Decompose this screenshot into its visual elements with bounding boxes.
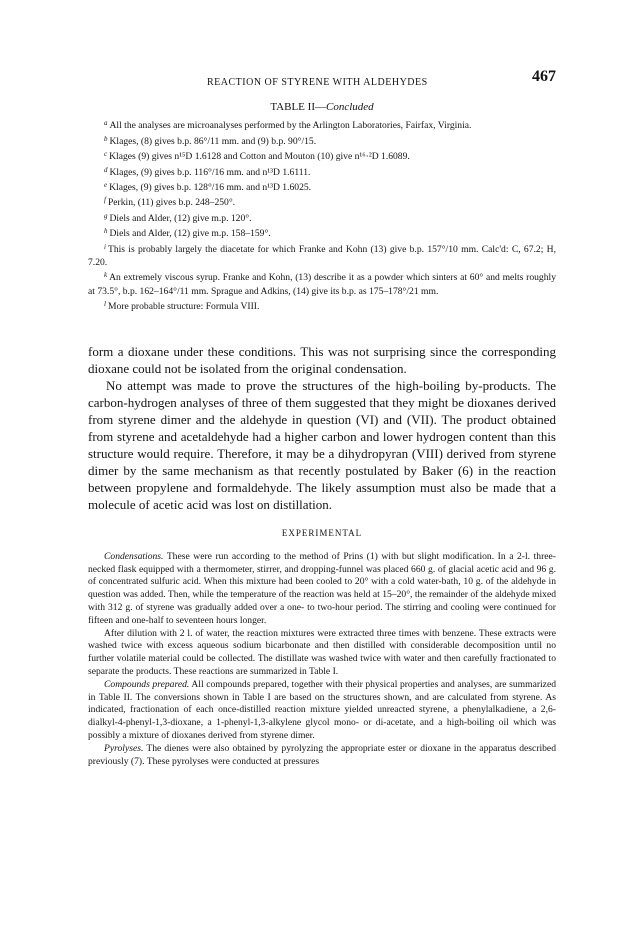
section-heading: EXPERIMENTAL [281,528,363,538]
footnote-mark: l [104,300,106,309]
footnote [88,117,556,132]
footnote [88,298,556,313]
footnote-text: More probable structure: Formula VIII. [107,301,260,313]
running-title: REACTION OF STYRENE WITH ALDEHYDES [207,77,428,88]
run-in-heading: Pyrolyses. [104,742,144,754]
footnote-text: Perkin, (11) gives b.p. 248–250°. [107,197,236,209]
footnote-text: Klages (9) gives n¹⁵D 1.6128 and Cotton and Mouton (10) give n¹⁶·²D 1.6089. [109,151,410,163]
footnote-text: This is probably largely the diacetate for which Franke and Kohn (13) give b.p. 157°/10 mm. Calc'd: C, 67.2; H, 7.20. [88,243,556,269]
table-title-label: TABLE II— [270,101,326,113]
footnote-mark: f [104,196,106,205]
footnote [88,194,556,209]
experimental-paragraph [88,743,556,769]
body-text [88,343,556,513]
run-in-heading: Condensations. [104,550,164,562]
footnote-mark: k [104,271,108,280]
footnote-text: All the analyses are microanalyses performed by the Arlington Laboratories, Fairfax, Virginia. [109,120,472,132]
run-in-heading: Compounds prepared. [104,678,190,690]
footnote [88,164,556,179]
footnote-text: Diels and Alder, (12) give m.p. 120°. [109,212,252,224]
footnote-text: Klages, (8) gives b.p. 86°/11 mm. and (9) b.p. 90°/15. [109,135,317,147]
body-paragraph: No attempt was made to prove the structures of the high-boiling by-products. The carbon-hydrogen analyses of three of them suggested that they might be dioxanes derived from styrene dimer and the aldehyde in question (VI) and (VII). The product obtained from styrene and acetaldehyde had a higher carbon and lower hydrogen content than this structure would require. Therefore, it may be a dihydropyran (VIII) derived from styrene dimer by the same mechanism as that recently postulated by Baker (6) in the reaction between propylene and formaldehyde. The likely assumption must also be made that a molecule of acetic acid was lost on distillation. [88,378,556,512]
footnote [88,133,556,148]
footnote [88,179,556,194]
table-title [88,101,556,114]
footnote [88,210,556,225]
footnote-mark: d [104,165,108,174]
footnote-text: Diels and Alder, (12) give m.p. 158–159°. [109,228,271,240]
experimental-paragraph [88,679,556,743]
footnote [88,241,556,270]
footnote-mark: b [104,134,108,143]
paragraph-text: These were run according to the method of Prins (1) with but slight modification. In a 2-l. three-necked flask equipped with a thermometer, stirrer, and dropping-funnel was placed 660 g. of glacial acetic acid and 96 g. of concentrated sulfuric acid. When this mixture had been cooled to 20° with a cold water-bath, 10 g. of the aldehyde in question was added. Then, while the temperature of the reaction was held at 15–20°, the remainder of the aldehyde mixed with 312 g. of styrene was gradually added over a one- to two-hour period. The stirring and cooling were continued for fifteen and one-half to seventeen hours longer. [88,550,556,626]
page-number: 467 [532,68,556,85]
footnote-mark: a [104,119,108,128]
footnote [88,148,556,163]
experimental-paragraph [88,551,556,628]
body-paragraph: form a dioxane under these conditions. This was not surprising since the corresponding dioxane could not be isolated from the original condensation. [88,344,556,376]
paragraph-text: All compounds prepared, together with their physical properties and analyses, are summarized in Table II. The conversions shown in Table I are based on the structures shown, and are calculated from styrene. As indicated, fractionation of each once-distilled reaction mixture yielded unreacted styrene, a phenylalkadiene, a 2,6-dialkyl-4-phenyl-1,3-dioxane, a 1-phenyl-1,3-alkylene glycol mono- or di-acetate, and a high-boiling oil which was possibly a mixture of dioxanes derived from styrene dimer. [88,678,556,741]
table-title-continuation: Concluded [325,101,374,113]
page-header [88,68,556,90]
experimental-section [88,527,556,768]
footnote-text: Klages, (9) gives b.p. 128°/16 mm. and n¹³D 1.6025. [109,182,312,194]
footnote-mark: c [104,150,108,159]
footnote-text: Klages, (9) gives b.p. 116°/16 mm. and n¹³D 1.6111. [109,166,311,178]
table-footnotes [88,101,556,314]
footnote-mark: i [104,242,106,251]
footnote-mark: g [104,211,108,220]
footnote-mark: e [104,181,108,190]
experimental-paragraph [88,628,556,679]
paragraph-text: The dienes were also obtained by pyrolyzing the appropriate ester or dioxane in the apparatus described previously (7). These pyrolyses were conducted at pressures [88,742,556,767]
footnote-text: An extremely viscous syrup. Franke and Kohn, (13) describe it as a powder which sinters at 60° and melts roughly at 73.5°, b.p. 162–164°/11 mm. Sprague and Adkins, (14) give its b.p. as 175–178°/21 mm. [88,272,556,297]
footnote [88,225,556,240]
paragraph-text: After dilution with 2 l. of water, the reaction mixtures were extracted three times with benzene. These extracts were washed twice with excess aqueous sodium bicarbonate and then distilled with considerable decomposition until no further volatile material could be collected. The distillate was washed twice with water and then carefully fractionated to separate the products. These reactions are summarized in Table I. [88,627,556,677]
footnote [88,269,556,298]
footnote-mark: h [104,227,108,236]
